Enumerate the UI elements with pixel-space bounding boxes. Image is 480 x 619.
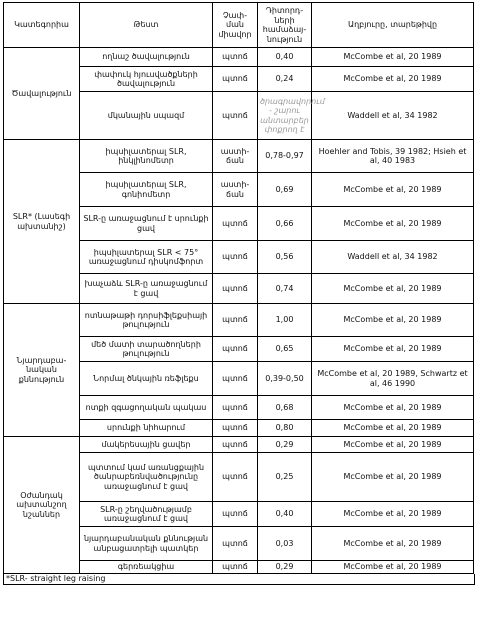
icc-cell: 0,74 — [258, 274, 312, 304]
unit-cell: պտոճ — [213, 502, 258, 527]
source-cell: Waddell et al, 34 1982 — [312, 241, 474, 274]
test-cell: գերռեակցիա — [80, 561, 213, 574]
unit-cell: պտոճ — [213, 362, 258, 396]
test-cell: ոտնաթաթի դորսիֆլեքսիայի թուլություն — [80, 304, 213, 337]
unit-cell: պտոճ — [213, 241, 258, 274]
icc-cell: 0,40 — [258, 48, 312, 67]
unit-cell: պտոճ — [213, 527, 258, 561]
category-cell: Օժանդակ ախտանշող նշաններ — [4, 437, 80, 574]
icc-cell: 0,29 — [258, 561, 312, 574]
test-cell: մեծ մատի տարածողների թուլություն — [80, 337, 213, 362]
source-cell: McCombe et al, 20 1989 — [312, 453, 474, 502]
test-cell: ոտքի զգացողական պակաս — [80, 396, 213, 420]
unit-cell: պտոճ — [213, 561, 258, 574]
test-cell: խաչաձև SLR-ը առաջացնում է ցավ — [80, 274, 213, 304]
source-cell: Hoehler and Tobis, 39 1982; Hsieh et al, 40 1983 — [312, 140, 474, 173]
header-source: Աղբյուրը, տարեթիվը — [312, 3, 474, 48]
header-row — [4, 3, 474, 48]
test-cell: իպսիլատերալ SLR < 75° առաջացնում դիսկոմֆորտ — [80, 241, 213, 274]
source-cell: McCombe et al, 20 1989, Schwartz et al, 46 1990 — [312, 362, 474, 396]
source-cell: McCombe et al, 20 1989 — [312, 527, 474, 561]
test-cell: իպսիլատերալ SLR, գոնիոմետր — [80, 173, 213, 207]
source-cell: McCombe et al, 20 1989 — [312, 304, 474, 337]
table-row — [4, 140, 474, 173]
document-page — [3, 2, 473, 585]
source-cell: McCombe et al, 20 1989 — [312, 48, 474, 67]
header-unit: Չափ-ման միավոր — [213, 3, 258, 48]
test-cell: նյարդաբանական քննության անբացատրելի պատկեր — [80, 527, 213, 561]
test-cell: SLR-ը շեղվածությամբ առաջացնում է ցավ — [80, 502, 213, 527]
unit-cell: պտոճ — [213, 337, 258, 362]
icc-cell: 0,68 — [258, 396, 312, 420]
test-cell: մակերեսային ցավեր — [80, 437, 213, 453]
unit-cell: պտոճ — [213, 304, 258, 337]
source-cell: McCombe et al, 20 1989 — [312, 173, 474, 207]
icc-cell: 0,56 — [258, 241, 312, 274]
test-cell: ողնաշ ծավալություն — [80, 48, 213, 67]
source-cell: McCombe et al, 20 1989 — [312, 67, 474, 92]
source-cell: McCombe et al, 20 1989 — [312, 274, 474, 304]
category-cell: Նյարդաբա-նական քննություն — [4, 304, 80, 437]
unit-cell: պտոճ — [213, 92, 258, 140]
unit-cell: պտոճ — [213, 437, 258, 453]
table-row — [4, 304, 474, 337]
test-cell: Նորմալ ծնկային ռեֆլեքս — [80, 362, 213, 396]
test-cell: իպսիլատերալ SLR, ինկլինոմետր — [80, 140, 213, 173]
icc-cell: 0,78-0,97 — [258, 140, 312, 173]
source-cell: McCombe et al, 20 1989 — [312, 502, 474, 527]
table-row — [4, 437, 474, 453]
test-cell: SLR-ը առաջացնում է սրունքի ցավ — [80, 207, 213, 241]
header-category: Կատեգորիա — [4, 3, 80, 48]
icc-cell: 0,69 — [258, 173, 312, 207]
icc-cell: 0,24 — [258, 67, 312, 92]
unit-cell: պտոճ — [213, 274, 258, 304]
reliability-table — [3, 2, 474, 574]
icc-cell: 0,39-0,50 — [258, 362, 312, 396]
source-cell: McCombe et al, 20 1989 — [312, 207, 474, 241]
icc-cell: ծրագրավորում - շարու անտարբեր փոքրող է — [258, 92, 312, 140]
test-cell: մկանային սպազմ — [80, 92, 213, 140]
icc-cell: 0,80 — [258, 420, 312, 437]
source-cell: McCombe et al, 20 1989 — [312, 420, 474, 437]
unit-cell: պտոճ — [213, 420, 258, 437]
icc-cell: 0,66 — [258, 207, 312, 241]
icc-cell: 0,25 — [258, 453, 312, 502]
source-cell: McCombe et al, 20 1989 — [312, 437, 474, 453]
unit-cell: աստի-ճան — [213, 140, 258, 173]
header-test: Թեստ — [80, 3, 213, 48]
table-footnote: *SLR- straight leg raising — [3, 574, 475, 585]
unit-cell: պտոճ — [213, 453, 258, 502]
icc-cell: 0,03 — [258, 527, 312, 561]
test-cell: պտտում կամ առանցքային ծանրաբեռնվածությունը առաջացնում է ցավ — [80, 453, 213, 502]
icc-cell: 0,65 — [258, 337, 312, 362]
unit-cell: աստի-ճան — [213, 173, 258, 207]
icc-cell: 0,40 — [258, 502, 312, 527]
source-cell: McCombe et al, 20 1989 — [312, 396, 474, 420]
test-cell: սրունքի նիհարում — [80, 420, 213, 437]
unit-cell: պտոճ — [213, 207, 258, 241]
category-cell: SLR* (Լասեգի ախտանիշ) — [4, 140, 80, 304]
category-cell: Ծավալություն — [4, 48, 80, 140]
source-cell: McCombe et al, 20 1989 — [312, 337, 474, 362]
icc-cell: 1,00 — [258, 304, 312, 337]
header-icc: Դիտորդ-ների համաձայ-նություն — [258, 3, 312, 48]
unit-cell: պտոճ — [213, 396, 258, 420]
unit-cell: պտոճ — [213, 67, 258, 92]
table-row — [4, 48, 474, 67]
source-cell: McCombe et al, 20 1989 — [312, 561, 474, 574]
source-cell: Waddell et al, 34 1982 — [312, 92, 474, 140]
icc-cell: 0,29 — [258, 437, 312, 453]
test-cell: փափուկ հյուսվածքների ծավալություն — [80, 67, 213, 92]
unit-cell: պտոճ — [213, 48, 258, 67]
